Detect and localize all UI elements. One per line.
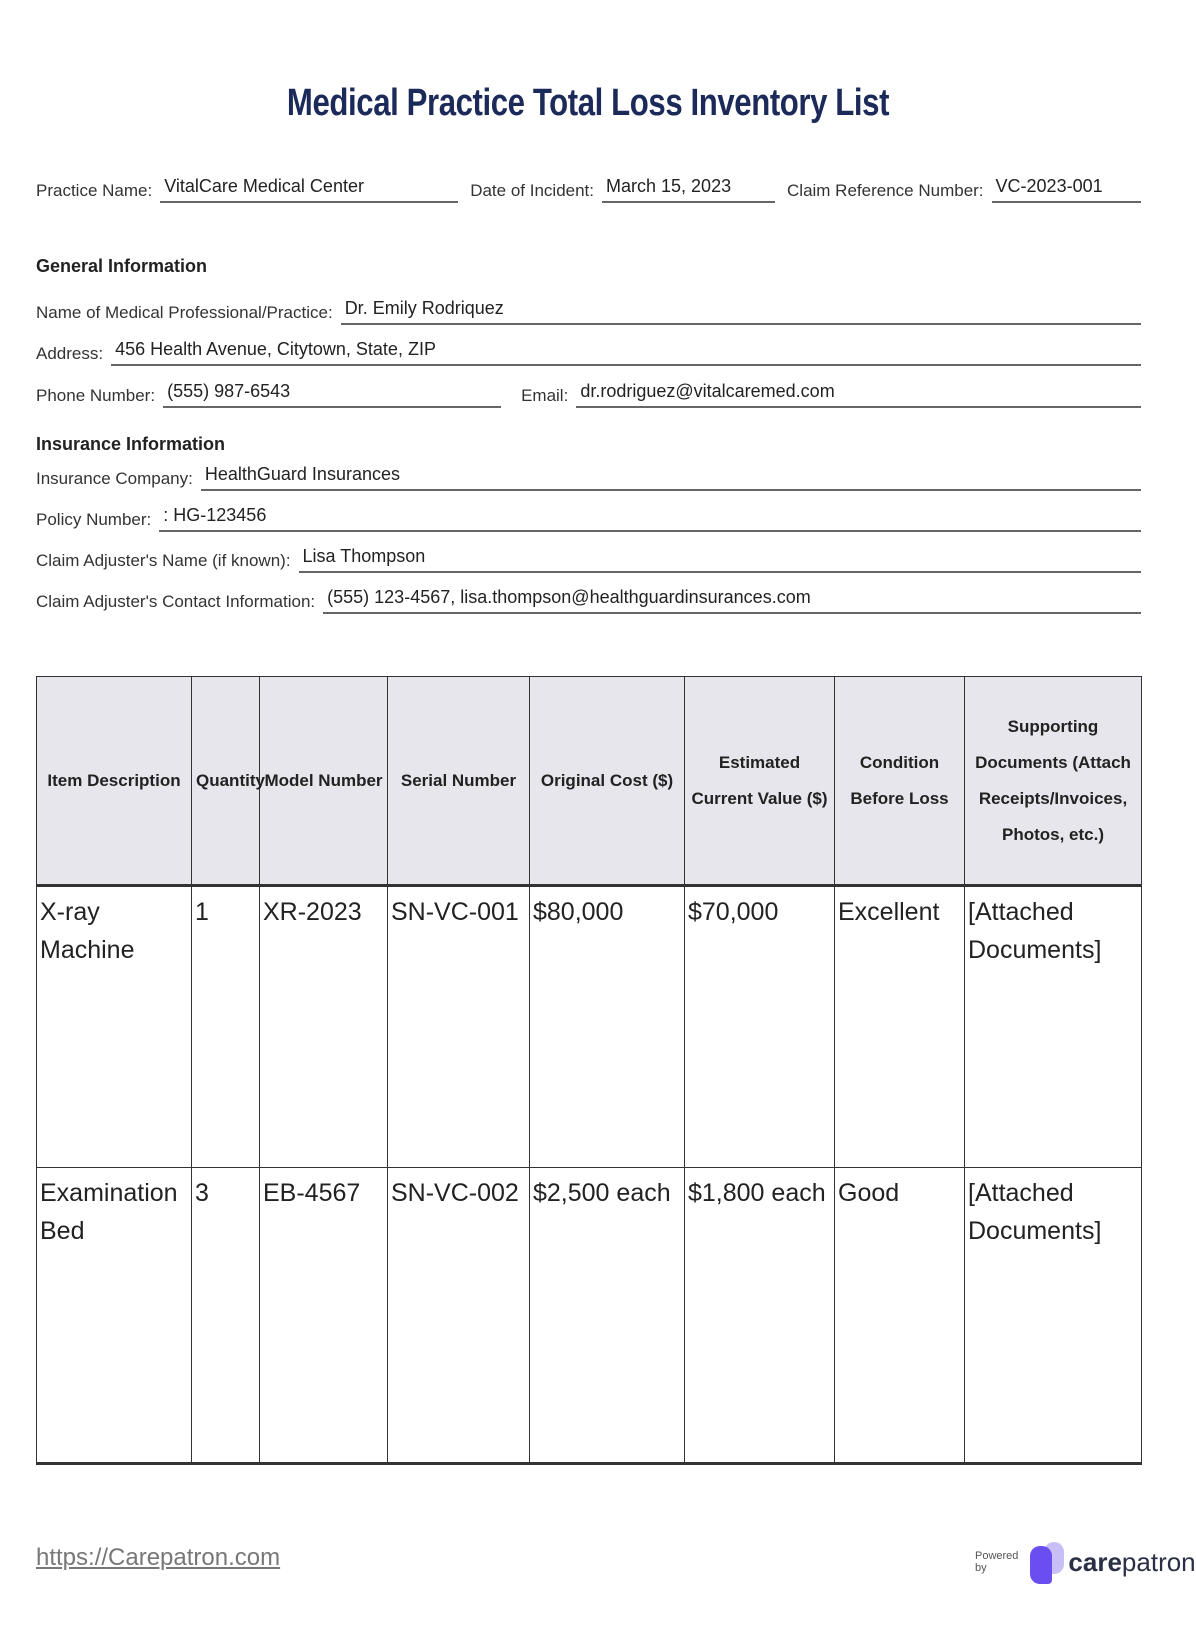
email-field[interactable]: dr.rodriguez@vitalcaremed.com [576,381,1141,408]
carepatron-logo-icon [1030,1540,1062,1584]
phone-label: Phone Number: [36,386,156,405]
table-cell[interactable]: SN-VC-001 [388,886,530,1168]
table-cell[interactable]: $1,800 each [685,1168,835,1464]
phone-email-row [36,381,1141,408]
column-header: Serial Number [388,677,530,886]
table-cell[interactable]: [Attached Documents] [965,886,1142,1168]
table-cell[interactable]: X-ray Machine [37,886,192,1168]
contact-label: Claim Adjuster's Contact Information: [36,592,316,611]
column-header: Estimated Current Value ($) [685,677,835,886]
practice-name-label: Practice Name: [36,181,153,200]
address-label: Address: [36,344,104,363]
table-cell[interactable]: $70,000 [685,886,835,1168]
claim-ref-field[interactable]: VC-2023-001 [992,176,1141,203]
table-cell[interactable]: 1 [192,886,260,1168]
brand-name [1068,1547,1195,1578]
policy-label: Policy Number: [36,510,152,529]
page-title: Medical Practice Total Loss Inventory List [286,82,890,124]
practice-name-field[interactable]: VitalCare Medical Center [160,176,458,203]
adjuster-label: Claim Adjuster's Name (if known): [36,551,291,570]
professional-field[interactable]: Dr. Emily Rodriquez [341,298,1141,325]
table-cell[interactable]: [Attached Documents] [965,1168,1142,1464]
table-cell[interactable]: SN-VC-002 [388,1168,530,1464]
table-cell[interactable]: XR-2023 [260,886,388,1168]
table-cell[interactable]: Excellent [835,886,965,1168]
powered-by-logo [975,1540,1196,1584]
claim-ref-label: Claim Reference Number: [787,181,984,200]
column-header: Model Number [260,677,388,886]
table-cell[interactable]: $80,000 [530,886,685,1168]
date-label: Date of Incident: [470,181,595,200]
phone-field[interactable]: (555) 987-6543 [163,381,501,408]
table-cell[interactable]: Good [835,1168,965,1464]
table-cell[interactable]: 3 [192,1168,260,1464]
table-cell[interactable]: EB-4567 [260,1168,388,1464]
contact-field[interactable]: (555) 123-4567, lisa.thompson@healthguardinsurances.com [323,587,1141,614]
table-row [37,1168,1142,1464]
table-header-row [37,677,1142,886]
table-cell[interactable]: $2,500 each [530,1168,685,1464]
brand-rest: patron [1121,1546,1196,1577]
date-field[interactable]: March 15, 2023 [602,176,775,203]
policy-row [36,505,1141,532]
table-cell[interactable]: Examination Bed [37,1168,192,1464]
professional-row [36,298,1141,325]
carepatron-link[interactable]: https://Carepatron.com [36,1544,281,1571]
email-label: Email: [521,386,569,405]
adjuster-field[interactable]: Lisa Thompson [299,546,1141,573]
brand-bold: care [1068,1546,1122,1577]
general-heading: General Information [36,256,208,276]
contact-row [36,587,1141,614]
header-row [36,176,1141,203]
column-header: Condition Before Loss [835,677,965,886]
address-row [36,339,1141,366]
policy-field[interactable]: : HG-123456 [159,505,1141,532]
table-row [37,886,1142,1168]
column-header: Original Cost ($) [530,677,685,886]
column-header: Item Description [37,677,192,886]
address-field[interactable]: 456 Health Avenue, Citytown, State, ZIP [111,339,1141,366]
professional-label: Name of Medical Professional/Practice: [36,303,333,322]
column-header: Quantity [192,677,260,886]
company-row [36,464,1141,491]
company-field[interactable]: HealthGuard Insurances [201,464,1141,491]
powered-by-text: Powered by [975,1550,1019,1574]
inventory-table [36,676,1142,1465]
adjuster-row [36,546,1141,573]
column-header: Supporting Documents (Attach Receipts/Invoices, Photos, etc.) [965,677,1142,886]
insurance-heading: Insurance Information [36,434,226,454]
company-label: Insurance Company: [36,469,193,488]
